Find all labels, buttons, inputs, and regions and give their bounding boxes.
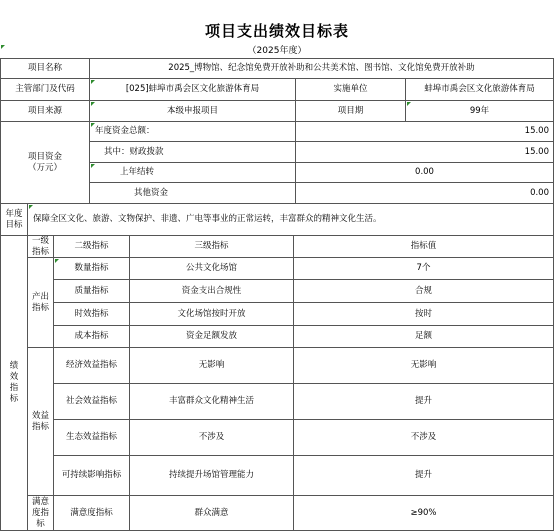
funds-other-value: 0.00: [296, 183, 554, 204]
annual-goal-label: 年度 目标: [0, 204, 28, 236]
cell-comment-marker: [55, 259, 59, 263]
indicator-row-level3: 资金足额发放: [130, 326, 294, 348]
project-name-value: 2025_博物馆、纪念馆免费开放补助和公共美术馆、图书馆、文化馆免费开放补助: [90, 59, 554, 79]
satisfaction-indicator-group: 满意 度指 标: [28, 496, 54, 531]
indicator-row-value: 合规: [294, 280, 554, 303]
dept-value: [025]蚌埠市禹会区文化旅游体育局: [90, 79, 296, 101]
indicator-row-value: 7个: [294, 258, 554, 280]
indicator-row-level3: 丰富群众文化精神生活: [130, 384, 294, 420]
exec-unit-value: 蚌埠市禹会区文化旅游体育局: [406, 79, 554, 101]
cell-comment-marker: [91, 80, 95, 84]
perf-header-level2: 二级指标: [54, 236, 130, 258]
indicator-row-level2: 时效指标: [54, 303, 130, 326]
source-value: 本级申报项目: [90, 101, 296, 122]
indicator-row-level3: 持续提升场馆管理能力: [130, 456, 294, 496]
indicator-row-level2: 数量指标: [54, 258, 130, 280]
indicator-row-level3: 文化场馆按时开放: [130, 303, 294, 326]
indicator-row-value: 提升: [294, 384, 554, 420]
indicator-row-value: 按时: [294, 303, 554, 326]
funds-total-value: 15.00: [296, 122, 554, 142]
indicator-row-value: 无影响: [294, 348, 554, 384]
cell-comment-marker: [407, 102, 411, 106]
period-label: 项目期: [296, 101, 406, 122]
funds-carry-label: 上年结转: [90, 163, 296, 183]
cell-comment-marker: [91, 102, 95, 106]
funds-total-label: 年度资金总额：: [90, 122, 296, 142]
perf-header-value: 指标值: [294, 236, 554, 258]
source-label: 项目来源: [0, 101, 90, 122]
funds-fiscal-value: 15.00: [296, 142, 554, 163]
perf-indicators-label: 绩 效 指 标: [0, 236, 28, 531]
project-name-label: 项目名称: [0, 59, 90, 79]
cell-comment-marker: [91, 123, 95, 127]
page-title: 项目支出绩效目标表: [204, 22, 349, 40]
page-subtitle: （2025年度）: [0, 44, 554, 59]
cell-comment-marker: [29, 205, 33, 209]
indicator-row-level2: 经济效益指标: [54, 348, 130, 384]
perf-header-level3: 三级指标: [130, 236, 294, 258]
cell-comment-marker: [91, 164, 95, 168]
indicator-row-level3: 不涉及: [130, 420, 294, 456]
funds-carry-value: 0.00: [296, 163, 554, 183]
effect-indicator-group: 效益 指标: [28, 348, 54, 496]
indicator-row-level3: 公共文化场馆: [130, 258, 294, 280]
annual-goal-value: 保障全区文化、旅游、文物保护、非遗、广电等事业的正常运转，丰富群众的精神文化生活。: [28, 204, 554, 236]
indicator-row-level3: 无影响: [130, 348, 294, 384]
indicator-row-value: 足额: [294, 326, 554, 348]
indicator-row-level2: 生态效益指标: [54, 420, 130, 456]
indicator-row-level2: 质量指标: [54, 280, 130, 303]
funds-other-label: 其他资金: [90, 183, 296, 204]
output-indicator-group: 产出 指标: [28, 258, 54, 348]
indicator-row-level2: 社会效益指标: [54, 384, 130, 420]
funds-fiscal-label: 其中：财政拨款: [90, 142, 296, 163]
cell-comment-marker: [1, 45, 5, 49]
indicator-row-level2: 可持续影响指标: [54, 456, 130, 496]
period-value: 99年: [406, 101, 554, 122]
dept-label: 主管部门及代码: [0, 79, 90, 101]
indicator-row-value: ≥90%: [294, 496, 554, 531]
indicator-row-level3: 资金支出合规性: [130, 280, 294, 303]
indicator-row-level3: 群众满意: [130, 496, 294, 531]
exec-unit-label: 实施单位: [296, 79, 406, 101]
indicator-row-level2: 成本指标: [54, 326, 130, 348]
perf-header-level1: 一级 指标: [28, 236, 54, 258]
funds-label: 项目资金 （万元）: [0, 122, 90, 204]
indicator-row-value: 不涉及: [294, 420, 554, 456]
indicator-row-value: 提升: [294, 456, 554, 496]
indicator-row-level2: 满意度指标: [54, 496, 130, 531]
